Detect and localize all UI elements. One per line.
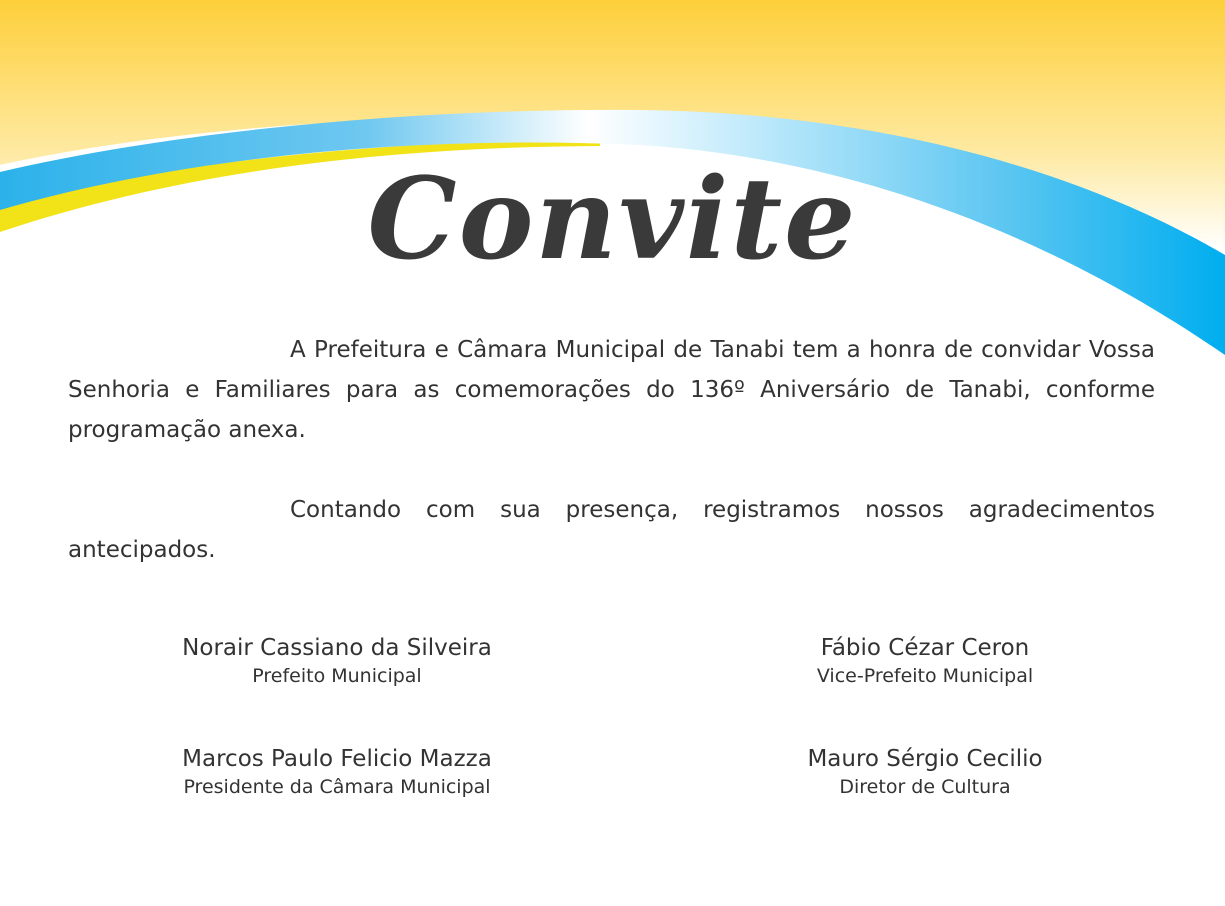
signatory-role: Vice-Prefeito Municipal	[816, 665, 1034, 687]
invitation-paragraph-1: A Prefeitura e Câmara Municipal de Tanabi tem a honra de convidar Vossa Senhoria e Familiares para as comemorações do 136º Aniversário de Tanabi, conforme programação anexa.	[68, 337, 1155, 443]
signatory-vice-prefeito	[705, 633, 1145, 689]
signatory-name: Marcos Paulo Felicio Mazza	[182, 746, 492, 772]
signatory-name: Mauro Sérgio Cecilio	[807, 746, 1043, 772]
signatory-name: Norair Cassiano da Silveira	[182, 635, 492, 661]
signatory-name: Fábio Cézar Ceron	[820, 635, 1030, 661]
invitation-paragraph-2: Contando com sua presença, registramos nossos agradecimentos antecipados.	[68, 497, 1155, 563]
signatory-role: Presidente da Câmara Municipal	[183, 776, 491, 798]
signatory-presidente-camara	[117, 744, 557, 800]
signatory-diretor-cultura	[705, 744, 1145, 800]
signatory-role: Prefeito Municipal	[252, 665, 422, 687]
invitation-title: Convite	[367, 154, 858, 285]
signatory-prefeito	[117, 633, 557, 689]
signatory-role: Diretor de Cultura	[839, 776, 1011, 798]
